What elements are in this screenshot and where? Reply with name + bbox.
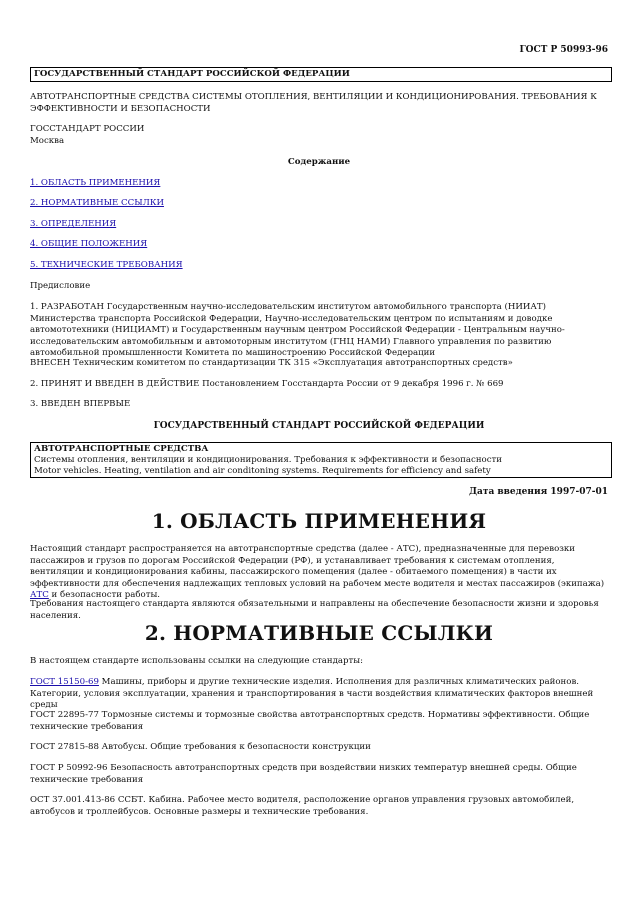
title-box: [30, 442, 612, 478]
preface-introduced: ВНЕСЕН Техническим комитетом по стандартизации ТК 315 «Эксплуатация автотранспортных средств»: [30, 358, 513, 368]
toc-item-technical[interactable]: [30, 260, 608, 272]
reference-4: ГОСТ Р 50992-96 Безопасность автотранспортных средств при воздействии низких температур внешней среды. Общие технические требования: [30, 763, 577, 785]
document-code: ГОСТ Р 50993-96: [519, 45, 608, 55]
preface-item-2: 2. ПРИНЯТ И ВВЕДЕН В ДЕЙСТВИЕ Постановлением Госстандарта России от 9 декабря 1996 г. № 669: [30, 379, 504, 389]
title-box-line-1: АВТОТРАНСПОРТНЫЕ СРЕДСТВА: [34, 444, 209, 454]
title-box-line-2: Системы отопления, вентиляции и кондиционирования. Требования к эффективности и безопасности: [34, 454, 503, 465]
toc-link[interactable]: 4. ОБЩИЕ ПОЛОЖЕНИЯ: [30, 239, 148, 249]
section-2-heading: 2. НОРМАТИВНЫЕ ССЫЛКИ: [144, 621, 494, 645]
preface-item-3: 3. ВВЕДЕН ВПЕРВЫЕ: [30, 399, 131, 409]
section-1-heading: 1. ОБЛАСТЬ ПРИМЕНЕНИЯ: [151, 509, 487, 533]
toc-item-references[interactable]: [30, 198, 608, 210]
section-1-text-end: и безопасности работы.: [48, 590, 161, 601]
reference-5: ОСТ 37.001.413-86 ССБТ. Кабина. Рабочее место водителя, расположение органов управления грузовых автомобилей, автобусов и троллейбусов. Основные размеры и технические требования.: [30, 795, 575, 817]
city: Москва: [30, 136, 65, 146]
preface-item-1: 1. РАЗРАБОТАН Государственным научно-исследовательским институтом автомобильного транспорта (НИИАТ) Министерства транспорта Российской Федерации, Научно-исследовательским центром по испытаниям и доводке автомототехники (НИЦИАМТ) и Государственным научным центром Российской Федерации - Центральным научно-исследовательским автомобильным и автомоторным институтом (ГНЦ НАМИ) Главного управления по развитию автомобильной промышленности Комитета по машиностроению Российской Федерации: [30, 302, 565, 359]
preface-label: Предисловие: [30, 281, 91, 291]
section-1-text: Настоящий стандарт распространяется на автотранспортные средства (далее - АТС), предназначенные для перевозки пассажиров и грузов по дорогам Российской Федерации (РФ), и устанавливает требования к системам отопления, вентиляции и кондиционирования кабины, пассажирского помещения (далее - обитаемого помещения) в части их эффективности для обеспечения надлежащих тепловых условий на рабочем месте водителя и местах пассажиров (экипажа): [30, 544, 605, 589]
reference-1-text: Машины, приборы и другие технические изделия. Исполнения для различных климатических районов. Категории, условия эксплуатации, хранения и транспортирования в части воздействия климатических факторов внешней среды: [30, 677, 594, 711]
publisher: ГОССТАНДАРТ РОССИИ: [30, 124, 145, 134]
reference-1: [30, 677, 608, 712]
section-1-paragraph-2: Требования настоящего стандарта являются обязательными и направлены на обеспечение безопасности жизни и здоровья населения.: [30, 599, 599, 621]
section-1-paragraph-1: [30, 544, 608, 602]
gost-15150-link[interactable]: ГОСТ 15150-69: [30, 677, 99, 687]
standard-header-box: ГОСУДАРСТВЕННЫЙ СТАНДАРТ РОССИЙСКОЙ ФЕДЕРАЦИИ: [30, 67, 612, 82]
atc-link[interactable]: АТС: [30, 590, 49, 601]
reference-3: ГОСТ 27815-88 Автобусы. Общие требования к безопасности конструкции: [30, 742, 371, 752]
toc-item-definitions[interactable]: [30, 219, 608, 231]
toc-link[interactable]: 3. ОПРЕДЕЛЕНИЯ: [30, 219, 117, 229]
toc-item-scope[interactable]: [30, 178, 608, 190]
toc-heading: Содержание: [287, 157, 351, 167]
standard-header-2: ГОСУДАРСТВЕННЫЙ СТАНДАРТ РОССИЙСКОЙ ФЕДЕРАЦИИ: [153, 421, 485, 431]
title-box-line-3: Motor vehicles. Heating, ventilation and air conditoning systems. Requirements for efficiency and safety: [34, 465, 491, 476]
toc-link[interactable]: 2. НОРМАТИВНЫЕ ССЫЛКИ: [30, 198, 164, 208]
toc-item-general[interactable]: [30, 239, 608, 251]
document-title: АВТОТРАНСПОРТНЫЕ СРЕДСТВА СИСТЕМЫ ОТОПЛЕНИЯ, ВЕНТИЛЯЦИИ И КОНДИЦИОНИРОВАНИЯ. ТРЕБОВАНИЯ К ЭФФЕКТИВНОСТИ И БЕЗОПАСНОСТИ: [30, 92, 597, 114]
reference-2: ГОСТ 22895-77 Тормозные системы и тормозные свойства автотранспортных средств. Нормативы эффективности. Общие технические требования: [30, 710, 590, 732]
toc-link[interactable]: 1. ОБЛАСТЬ ПРИМЕНЕНИЯ: [30, 178, 161, 188]
section-2-intro: В настоящем стандарте использованы ссылки на следующие стандарты:: [30, 656, 364, 666]
effective-date: Дата введения 1997-07-01: [469, 487, 608, 497]
toc-link[interactable]: 5. ТЕХНИЧЕСКИЕ ТРЕБОВАНИЯ: [30, 260, 183, 270]
